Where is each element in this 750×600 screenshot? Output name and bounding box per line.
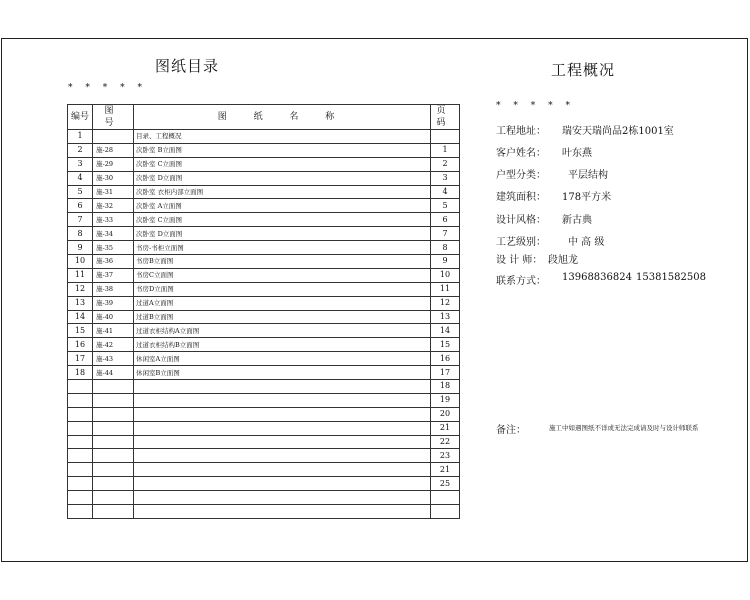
style-label: 设计风格： [496,215,546,226]
row-drawing [93,421,134,435]
row-name: 次卧室 D立面图 [134,227,431,241]
designer-label: 设 计 师： [496,255,543,266]
row-drawing: 施-41 [93,324,134,338]
table-row [68,213,460,227]
row-drawing: 施-29 [93,157,134,171]
table-row [68,421,460,435]
row-page: 9 [431,255,460,269]
row-name: 书房D立面图 [134,282,431,296]
table-row [68,130,460,144]
row-no [68,407,93,421]
row-drawing [93,505,134,519]
row-no [68,421,93,435]
row-name: 书房-书柜立面图 [134,241,431,255]
row-page: 14 [431,324,460,338]
row-no: 11 [68,268,93,282]
client-value: 叶东燕 [562,148,592,159]
table-row [68,255,460,269]
row-drawing: 施-42 [93,338,134,352]
row-name: 过道衣柜结构A立面图 [134,324,431,338]
header-page: 页 码 [431,105,460,130]
table-row [68,157,460,171]
row-name: 次卧室 衣柜内部立面图 [134,185,431,199]
row-name: 次卧室 A立面图 [134,199,431,213]
row-page: 21 [431,421,460,435]
row-page: 17 [431,366,460,380]
table-row [68,143,460,157]
row-page: 19 [431,393,460,407]
row-name [134,463,431,477]
row-name: 次卧室 C立面图 [134,157,431,171]
header-drawing: 图 号 [93,105,134,130]
row-drawing [93,491,134,505]
row-page: 1 [431,143,460,157]
row-page: 22 [431,435,460,449]
row-drawing: 施-31 [93,185,134,199]
row-no: 6 [68,199,93,213]
row-drawing: 施-36 [93,255,134,269]
table-row [68,352,460,366]
row-page: 25 [431,477,460,491]
row-no [68,393,93,407]
row-drawing [93,393,134,407]
row-page: 8 [431,241,460,255]
row-no: 8 [68,227,93,241]
area-label: 建筑面积： [496,192,546,203]
row-drawing: 施-43 [93,352,134,366]
row-no [68,477,93,491]
row-name: 目录、工程概况 [134,130,431,144]
row-no: 9 [68,241,93,255]
area-value: 178平方米 [562,192,612,203]
row-page: 21 [431,463,460,477]
row-no: 7 [68,213,93,227]
row-page: 2 [431,157,460,171]
row-page: 5 [431,199,460,213]
row-page: 3 [431,171,460,185]
row-no [68,491,93,505]
overview-title: 工程概况 [551,61,616,79]
row-no: 16 [68,338,93,352]
row-no: 15 [68,324,93,338]
level-value: 中 高 级 [568,237,605,248]
row-drawing [93,449,134,463]
phone2-value: 15381582508 [636,272,706,283]
row-name: 过道B立面图 [134,310,431,324]
table-row [68,407,460,421]
row-page [431,491,460,505]
row-drawing: 施-30 [93,171,134,185]
row-name: 次卧室 C立面图 [134,213,431,227]
table-row [68,171,460,185]
row-drawing: 施-33 [93,213,134,227]
row-name: 休闲室A立面图 [134,352,431,366]
table-row [68,185,460,199]
type-value: 平层结构 [568,170,608,181]
row-drawing [93,380,134,394]
address-value: 瑞安天瑞尚品2栋1001室 [562,126,674,137]
row-drawing [93,435,134,449]
row-drawing [93,407,134,421]
table-row [68,241,460,255]
row-name [134,477,431,491]
row-page: 23 [431,449,460,463]
row-name: 次卧室 B立面图 [134,143,431,157]
row-page [431,130,460,144]
row-page: 10 [431,268,460,282]
table-row [68,463,460,477]
row-no: 1 [68,130,93,144]
table-row [68,380,460,394]
row-page: 18 [431,380,460,394]
row-name [134,505,431,519]
row-drawing: 施-34 [93,227,134,241]
type-label: 户型分类： [496,170,546,181]
row-drawing: 施-38 [93,282,134,296]
row-drawing: 施-39 [93,296,134,310]
table-row [68,366,460,380]
table-row [68,491,460,505]
header-no: 编号 [68,105,93,130]
row-page: 6 [431,213,460,227]
row-page: 20 [431,407,460,421]
table-row [68,435,460,449]
row-drawing: 施-44 [93,366,134,380]
overview-stars: * * * * * [496,101,575,111]
row-name: 书房C立面图 [134,268,431,282]
client-label: 客户姓名： [496,148,546,159]
address-label: 工程地址： [496,126,546,137]
table-row [68,296,460,310]
row-no: 4 [68,171,93,185]
row-no: 12 [68,282,93,296]
header-name: 图 纸 名 称 [134,105,431,130]
table-row [68,282,460,296]
row-no: 3 [68,157,93,171]
catalog-stars: * * * * * [68,83,147,93]
row-page: 16 [431,352,460,366]
row-drawing: 施-32 [93,199,134,213]
row-drawing: 施-40 [93,310,134,324]
catalog-table [67,104,460,519]
row-page: 7 [431,227,460,241]
row-page [431,505,460,519]
row-no: 14 [68,310,93,324]
row-page: 12 [431,296,460,310]
row-page: 13 [431,310,460,324]
row-drawing: 施-37 [93,268,134,282]
row-no [68,463,93,477]
table-row [68,310,460,324]
row-no [68,435,93,449]
row-drawing [93,477,134,491]
catalog-title: 图纸目录 [155,57,220,75]
table-row [68,268,460,282]
row-name [134,380,431,394]
row-no: 13 [68,296,93,310]
table-row [68,199,460,213]
style-value: 新古典 [562,215,592,226]
row-name [134,393,431,407]
row-drawing: 施-35 [93,241,134,255]
table-row [68,449,460,463]
table-row [68,324,460,338]
row-drawing [93,130,134,144]
table-row [68,393,460,407]
row-no: 5 [68,185,93,199]
note-label: 备注： [496,425,526,436]
row-no [68,380,93,394]
level-label: 工艺级别： [496,237,546,248]
row-name: 过道衣柜结构B立面图 [134,338,431,352]
row-name: 次卧室 D立面图 [134,171,431,185]
row-name: 过道A立面图 [134,296,431,310]
row-name [134,435,431,449]
designer-value: 段旭龙 [548,255,578,266]
row-name: 休闲室B立面图 [134,366,431,380]
row-page: 11 [431,282,460,296]
table-row [68,477,460,491]
row-name [134,449,431,463]
table-row [68,227,460,241]
row-drawing [93,463,134,477]
note-text: 施工中如遇图纸不详或无法完成请及时与设计师联系 [549,424,699,432]
row-page: 15 [431,338,460,352]
row-no: 18 [68,366,93,380]
row-drawing: 施-28 [93,143,134,157]
row-no: 10 [68,255,93,269]
row-name [134,407,431,421]
row-name [134,491,431,505]
table-row [68,338,460,352]
catalog-header-row [68,105,460,130]
row-name: 书房B立面图 [134,255,431,269]
row-page: 4 [431,185,460,199]
row-name [134,421,431,435]
table-row [68,505,460,519]
row-no: 2 [68,143,93,157]
phone1-value: 13968836824 [562,272,632,283]
contact-label: 联系方式： [496,276,546,287]
row-no: 17 [68,352,93,366]
row-no [68,505,93,519]
row-no [68,449,93,463]
